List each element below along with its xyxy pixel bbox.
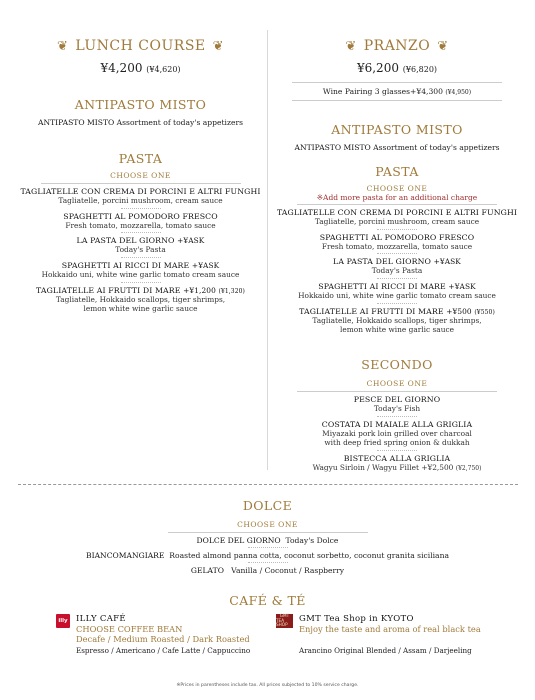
menu-item: BIANCOMANGIARE Roasted almond panna cotta, coconut sorbetto, coconut granita siciliana — [85, 551, 449, 560]
section-title: ANTIPASTO MISTO — [74, 97, 207, 112]
cafe-subtitle: Decafe / Medium Roasted / Dark Roasted — [76, 634, 250, 644]
menu-item: LA PASTA DEL GIORNO +¥ASK Today's Pasta — [333, 257, 461, 276]
item-separator — [377, 253, 417, 254]
choose-one-label: CHOOSE ONE — [366, 379, 428, 388]
section-title: CAFÉ & TÉ — [229, 593, 306, 608]
additional-charge-note: ※Add more pasta for an additional charge — [316, 193, 478, 202]
divider-line — [292, 100, 502, 101]
pranzo-header — [272, 38, 522, 101]
ornament-left-icon: ❦ — [56, 38, 69, 54]
section-title: PASTA — [375, 164, 419, 179]
divider-line — [297, 391, 497, 392]
gmt-tea-block — [276, 614, 516, 655]
item-separator — [377, 416, 417, 417]
menu-item: GELATO Vanilla / Coconut / Raspberry — [190, 566, 345, 575]
item-separator — [377, 278, 417, 279]
choose-one-label: CHOOSE ONE — [110, 171, 171, 180]
divider-line — [297, 204, 497, 205]
menu-item: PESCE DEL GIORNO Today's Fish — [353, 395, 441, 413]
divider-line — [292, 82, 502, 83]
item-separator — [377, 229, 417, 230]
item-separator — [248, 562, 288, 563]
item-separator — [377, 303, 417, 304]
item-separator — [121, 282, 161, 283]
menu-item: DOLCE DEL GIORNO Today's Dolce — [196, 536, 339, 545]
cafe-list: Arancino Original Blended / Assam / Darjeeling — [299, 646, 472, 655]
ornament-left-icon: ❦ — [345, 38, 357, 54]
item-separator — [121, 208, 161, 209]
section-title: ANTIPASTO MISTO — [331, 122, 463, 137]
cafe-name: ILLY CAFÉ — [76, 614, 126, 624]
footer-note: ※Prices in parentheses include tax. All prices subjected to 10% service charge. — [176, 683, 359, 688]
pranzo-antipasto-section — [272, 122, 522, 152]
cafe-subtitle: CHOOSE COFFEE BEAN — [76, 624, 183, 634]
ornament-right-icon: ❦ — [212, 38, 225, 54]
menu-item: TAGLIATELLE AI FRUTTI DI MARE +¥500 (¥550) Tagliatelle, Hokkaido scallops, tiger shrimps, lemon white wine garlic sauce — [299, 306, 495, 335]
divider-line — [168, 532, 368, 533]
pranzo-title: PRANZO — [363, 38, 431, 54]
lunch-course-header — [18, 38, 263, 75]
menu-item: TAGLIATELLE CON CREMA DI PORCINI E ALTRI FUNGHI Tagliatelle, porcini mushroom, cream sauce — [20, 187, 261, 205]
choose-one-label: CHOOSE ONE — [237, 520, 298, 529]
section-title: SECONDO — [361, 357, 433, 372]
item-separator — [121, 232, 161, 233]
menu-item: TAGLIATELLE CON CREMA DI PORCINI E ALTRI FUNGHI Tagliatelle, porcini mushroom, cream sauce — [276, 208, 518, 226]
ornament-right-icon: ❦ — [437, 38, 449, 54]
cafe-subtitle: Enjoy the taste and aroma of real black tea — [299, 624, 481, 634]
lunch-pasta-section — [18, 151, 263, 314]
pranzo-price: ¥6,200 (¥6,820) — [356, 61, 438, 75]
dolce-section — [0, 498, 535, 575]
item-separator — [248, 547, 288, 548]
illy-cafe-block — [56, 614, 256, 655]
cafe-section-header — [0, 593, 535, 608]
menu-item: LA PASTA DEL GIORNO +¥ASK Today's Pasta — [76, 236, 205, 255]
item-separator — [121, 257, 161, 258]
menu-item: COSTATA DI MAIALE ALLA GRIGLIA Miyazaki pork loin grilled over charcoal with deep fried spring onion & dukkah — [321, 419, 473, 448]
section-title: PASTA — [118, 151, 163, 166]
menu-item: SPAGHETTI AL POMODORO FRESCO Fresh tomato, mozzarella, tomato sauce — [63, 211, 218, 230]
gmt-logo-icon: GMT TEA SHOP — [276, 614, 293, 628]
pranzo-secondo-section — [272, 357, 522, 473]
section-divider — [18, 484, 518, 485]
section-title: DOLCE — [242, 498, 293, 513]
wine-pairing: Wine Pairing 3 glasses+¥4,300 (¥4,950) — [322, 87, 472, 96]
cafe-name: GMT Tea Shop in KYOTO — [299, 614, 414, 624]
choose-one-label: CHOOSE ONE — [366, 184, 428, 193]
pranzo-pasta-section — [272, 164, 522, 335]
antipasto-item: ANTIPASTO MISTO Assortment of today's appetizers — [37, 118, 243, 127]
column-divider — [267, 30, 268, 470]
menu-item: TAGLIATELLE AI FRUTTI DI MARE +¥1,200 (¥1,320) Tagliatelle, Hokkaido scallops, tiger shrimps, lemon white wine garlic sauce — [36, 285, 245, 314]
menu-item: BISTECCA ALLA GRIGLIA Wagyu Sirloin / Wagyu Fillet +¥2,500 (¥2,750) — [312, 453, 482, 472]
menu-item: SPAGHETTI AI RICCI DI MARE +¥ASK Hokkaido uni, white wine garlic tomato cream sauce — [298, 281, 496, 300]
menu-item: SPAGHETTI AL POMODORO FRESCO Fresh tomato, mozzarella, tomato sauce — [319, 232, 475, 251]
menu-item: SPAGHETTI AI RICCI DI MARE +¥ASK Hokkaido uni, white wine garlic tomato cream sauce — [41, 260, 240, 279]
illy-logo-icon: illy — [56, 614, 70, 628]
lunch-antipasto-section — [18, 97, 263, 127]
lunch-course-title: LUNCH COURSE — [75, 38, 206, 54]
lunch-course-price: ¥4,200 (¥4,620) — [100, 61, 181, 75]
cafe-list: Espresso / Americano / Cafe Latte / Cappuccino — [76, 646, 251, 655]
antipasto-item: ANTIPASTO MISTO Assortment of today's appetizers — [294, 143, 500, 152]
divider-line — [41, 183, 241, 184]
item-separator — [377, 450, 417, 451]
